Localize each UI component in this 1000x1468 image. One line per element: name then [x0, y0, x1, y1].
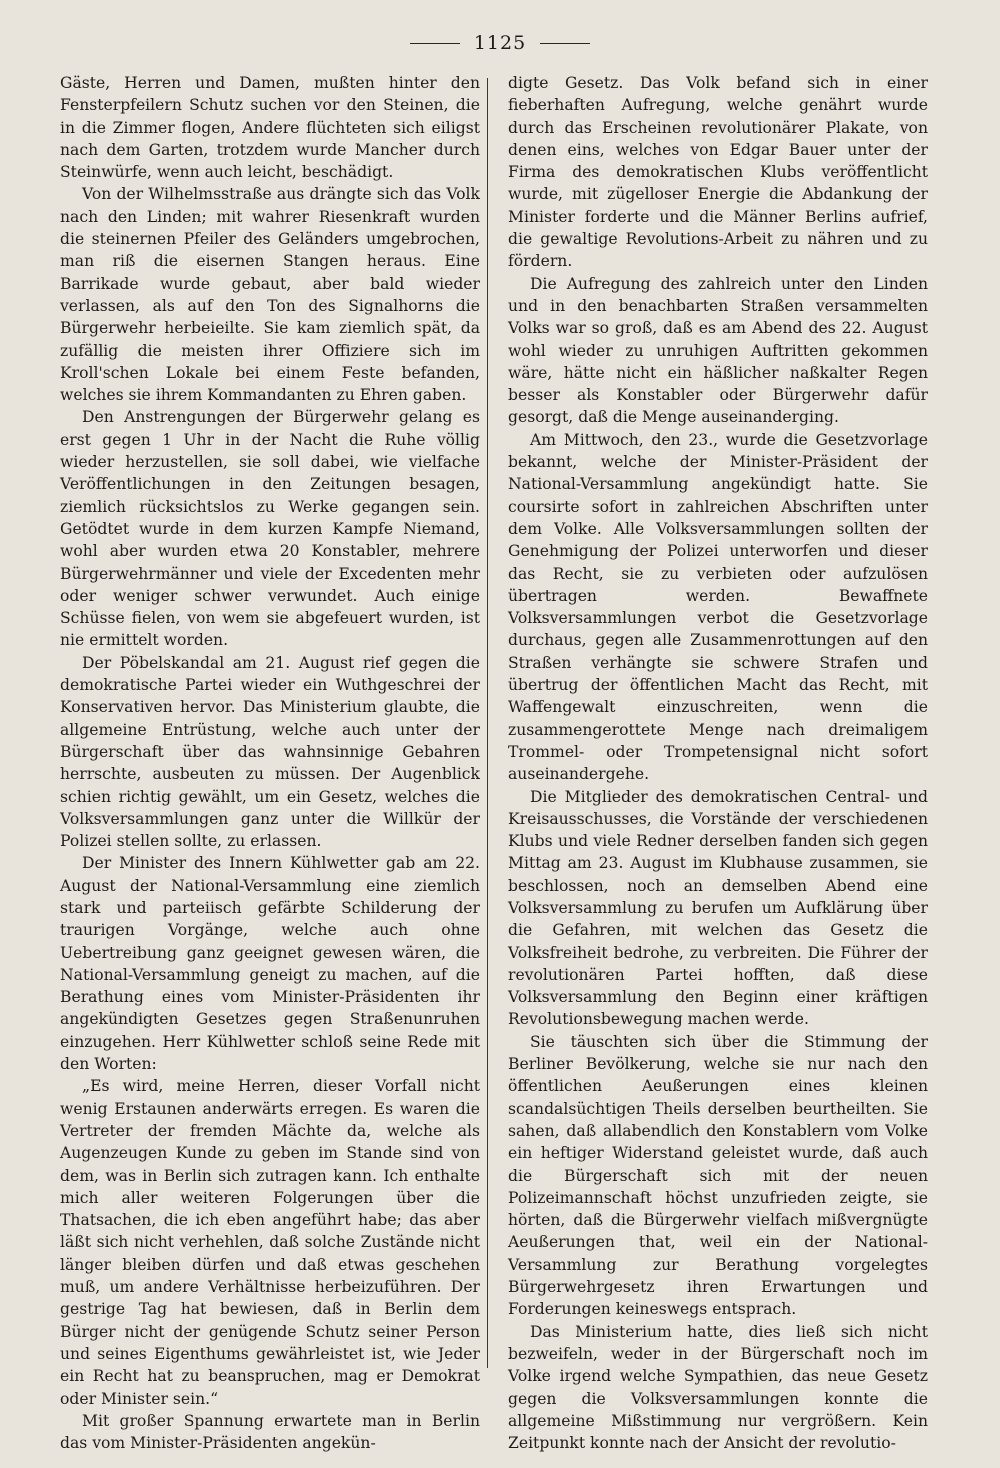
- paragraph: Die Aufregung des zahlreich unter den Linden und in den benachbarten Straßen versammelten Volks war so groß, daß es am Abend des 22. August wohl wieder zu unruhigen Auftritten gekommen wäre, hätte nicht ein häßlicher naßkalter Regen besser als Konstabler oder Bürgerwehr dafür gesorgt, daß die Menge auseinanderging.: [508, 274, 928, 427]
- paragraph: Sie täuschten sich über die Stimmung der Berliner Bevölkerung, welche sie nur nach den öffentlichen Aeußerungen eines kleinen scandalsüchtigen Theils derselben beurtheilten. Sie sahen, daß allabendlich den Konstablern vom Volke ein heftiger Widerstand geleistet wurde, daß auch die Bürgerschaft sich mit der neuen Polizeimannschaft höchst unzufrieden zeigte, sie hörten, daß die Bürgerwehr vielfach mißvergnügte Aeußerungen that, weil ein der National-Versammlung zur Berathung vorgelegtes Bürgerwehrgesetz ihren Erwartungen und Forderungen keineswegs entsprach.: [508, 1032, 928, 1319]
- page-number: 1125: [473, 32, 527, 54]
- paragraph: Das Ministerium hatte, dies ließ sich nicht bezweifeln, weder in der Bürgerschaft noch im Volke irgend welche Sympathien, das neue Gesetz gegen die Volksversammlungen konnte die allgemeine Mißstimmung nur vergrößern. Kein Zeitpunkt konnte nach der Ansicht der revolutio-: [508, 1322, 928, 1453]
- paragraph: Den Anstrengungen der Bürgerwehr gelang es erst gegen 1 Uhr in der Nacht die Ruhe völlig wieder herzustellen, sie soll dabei, wie vielfache Veröffentlichungen in den Zeitungen besagen, ziemlich rücksichtslos zu Werke gegangen sein. Getödtet wurde in dem kurzen Kampfe Niemand, wohl aber wurden etwa 20 Konstabler, mehrere Bürgerwehrmänner und viele der Excedenten mehr oder weniger schwer verwundet. Auch einige Schüsse fielen, von wem sie abgefeuert wurden, ist nie ermittelt worden.: [60, 408, 480, 650]
- left-column: [60, 72, 480, 1454]
- header-rule-left: [410, 43, 460, 44]
- column-divider: [487, 78, 488, 1368]
- paragraph: digte Gesetz. Das Volk befand sich in einer fieberhaften Aufregung, welche genährt wurde durch das Erscheinen revolutionärer Plakate, von denen eins, welches von Edgar Bauer unter der Firma des demokratischen Klubs veröffentlicht wurde, mit zügelloser Energie die Abdankung der Minister forderte und die Männer Berlins aufrief, die gewaltige Revolutions-Arbeit zu nähren und zu fördern.: [508, 74, 928, 271]
- paragraph: Mit großer Spannung erwartete man in Berlin das vom Minister-Präsidenten angekün-: [60, 1411, 480, 1453]
- paragraph: Der Minister des Innern Kühlwetter gab am 22. August der National-Versammlung eine ziemlich stark und parteiisch gefärbte Schilderung der traurigen Vorgänge, welche auch ohne Uebertreibung ganz geeignet gewesen wären, die National-Versammlung geneigt zu machen, auf die Berathung eines vom Minister-Präsidenten ihr angekündigten Gesetzes gegen Straßenunruhen einzugehen. Herr Kühlwetter schloß seine Rede mit den Worten:: [60, 854, 480, 1074]
- paragraph: Der Pöbelskandal am 21. August rief gegen die demokratische Partei wieder ein Wuthgeschrei der Konservativen hervor. Das Ministerium glaubte, die allgemeine Entrüstung, welche auch unter der Bürgerschaft über das wahnsinnige Gebahren herrschte, ausbeuten zu müssen. Der Augenblick schien richtig gewählt, um ein Gesetz, welches die Volksversammlungen ganz unter die Willkür der Polizei stellen sollte, zu erlassen.: [60, 653, 480, 851]
- right-column: [508, 72, 928, 1454]
- paragraph: Die Mitglieder des demokratischen Central- und Kreisausschusses, die Vorstände der verschiedenen Klubs und viele Redner derselben fanden sich gegen Mittag am 23. August im Klubhause zusammen, sie beschlossen, noch an demselben Abend eine Volksversammlung zu berufen um Aufklärung über die Gefahren, mit welchen das Gesetz die Volksfreiheit bedrohe, zu verbreiten. Die Führer der revolutionären Partei hofften, daß diese Volksversammlung den Beginn einer kräftigen Revolutionsbewegung machen werde.: [508, 787, 928, 1029]
- paragraph: Am Mittwoch, den 23., wurde die Gesetzvorlage bekannt, welche der Minister-Präsident der National-Versammlung angekündigt hatte. Sie coursirte sofort in zahlreichen Abschriften unter dem Volke. Alle Volksversammlungen sollten der Genehmigung der Polizei unterworfen und dieser das Recht, sie zu verbieten oder aufzulösen übertragen werden. Bewaffnete Volksversammlungen verbot die Gesetzvorlage durchaus, gegen alle Zusammenrottungen auf den Straßen verhängte sie schwere Strafen und übertrug der öffentlichen Macht das Recht, mit Waffengewalt einzuschreiten, wenn die zusammengerottete Menge nach dreimaligem Trommel- oder Trompetensignal nicht sofort auseinandergehe.: [508, 430, 928, 784]
- header-rule-right: [540, 43, 590, 44]
- paragraph: Von der Wilhelmsstraße aus drängte sich das Volk nach den Linden; mit wahrer Riesenkraft wurden die steinernen Pfeiler des Geländers umgebrochen, man riß die eisernen Stangen heraus. Eine Barrikade wurde gebaut, aber bald wieder verlassen, als auf den Ton des Signalhorns die Bürgerwehr herbeieilte. Sie kam ziemlich spät, da zufällig die meisten ihrer Offiziere sich im Kroll'schen Lokale bei einem Feste befanden, welches sie ihrem Kommandanten zu Ehren gaben.: [60, 185, 480, 405]
- paragraph: Gäste, Herren und Damen, mußten hinter den Fensterpfeilern Schutz suchen vor den Steinen, die in die Zimmer flogen, Andere flüchteten sich eiligst nach dem Garten, trotzdem wurde Mancher durch Steinwürfe, wenn auch leicht, beschädigt.: [60, 74, 480, 182]
- page-header: [0, 30, 1000, 56]
- quotation-paragraph: „Es wird, meine Herren, dieser Vorfall nicht wenig Erstaunen anderwärts erregen. Es waren die Vertreter der fremden Mächte da, welche als Augenzeugen Kunde zu geben im Stande sind von dem, was in Berlin sich zutragen kann. Ich enthalte mich aller weiteren Folgerungen über die Thatsachen, die ich eben angeführt habe; das aber läßt sich nicht verhehlen, daß solche Zustände nicht länger bleiben dürfen und daß etwas geschehen muß, um andere Verhältnisse herbeizuführen. Der gestrige Tag hat bewiesen, daß in Berlin dem Bürger nicht der genügende Schutz seiner Person und seines Eigenthums gewährleistet ist, wie Jeder ein Recht hat zu beanspruchen, mag er Demokrat oder Minister sein.“: [60, 1077, 480, 1408]
